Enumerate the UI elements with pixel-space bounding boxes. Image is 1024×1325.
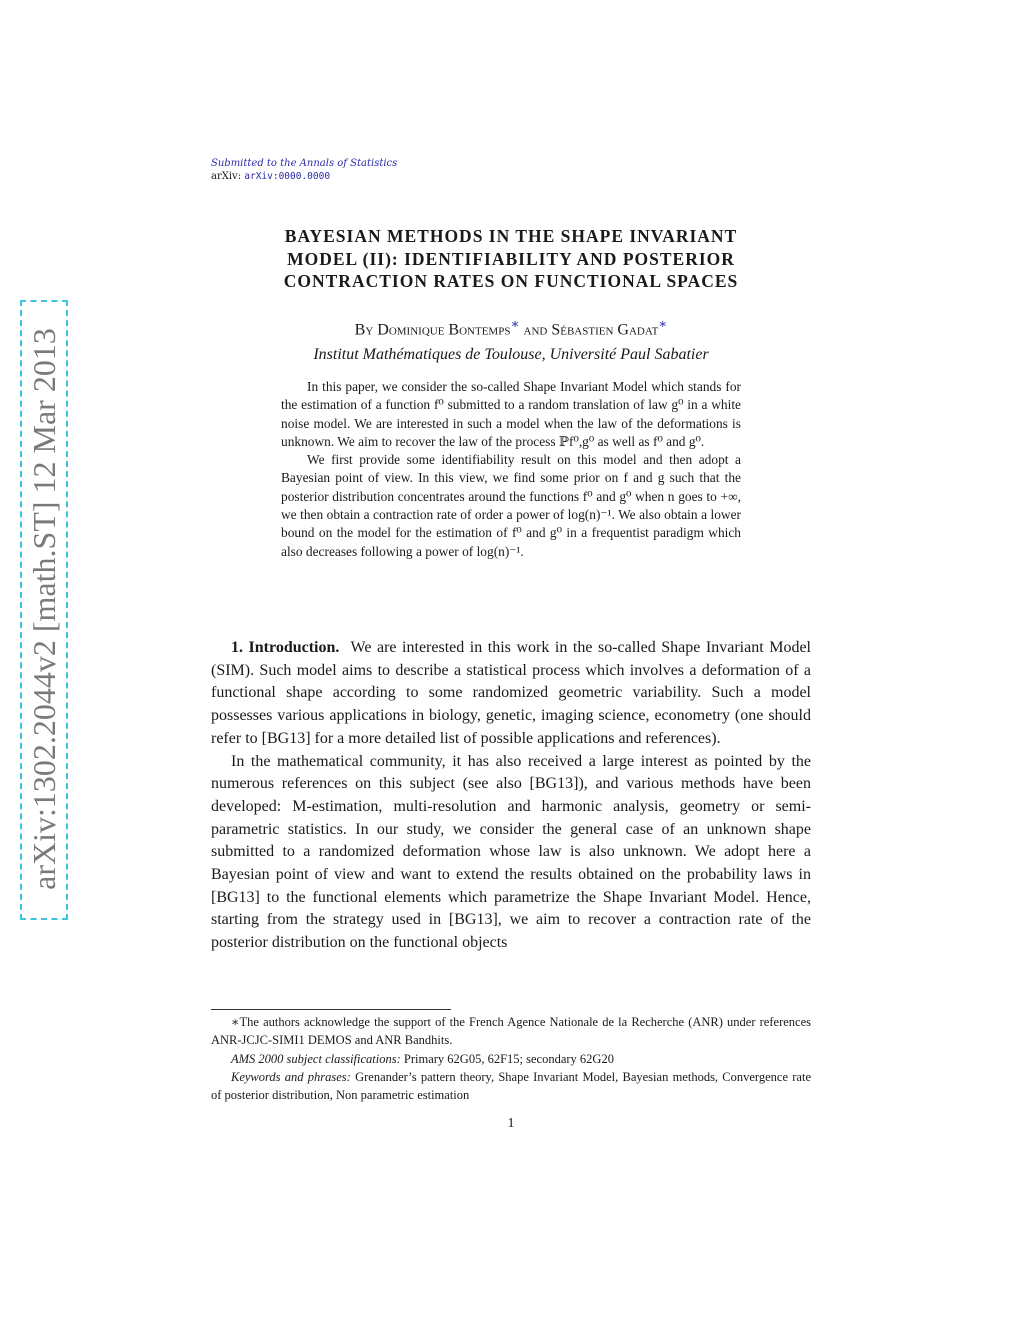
ams-text: Primary 62G05, 62F15; secondary 62G20	[403, 1051, 614, 1066]
title-line: MODEL (II): IDENTIFIABILITY AND POSTERIOR	[287, 248, 735, 269]
introduction-section	[211, 637, 811, 955]
arxiv-line	[211, 170, 397, 183]
paper-title	[211, 225, 811, 293]
keywords	[211, 1068, 811, 1105]
footnote-rule	[211, 1009, 451, 1010]
affiliation: Institut Mathématiques de Toulouse, Université Paul Sabatier	[313, 346, 709, 363]
page-number: 1	[507, 1116, 515, 1131]
funding-footnote: ∗The authors acknowledge the support of the French Agence Nationale de la Recherche (ANR) under references ANR-JCJC-SIMI1 DEMOS and ANR Bandhits.	[211, 1015, 811, 1048]
author-line	[211, 314, 811, 340]
arxiv-stamp[interactable]: arXiv:1302.2044v2 [math.ST] 12 Mar 2013	[26, 328, 62, 890]
section-heading: 1. Introduction.	[231, 639, 340, 656]
intro-text: We are interested in this work in the so-called Shape Invariant Model (SIM). Such model aims to describe a statistical process which involves a deformation of a functional shape according to some randomized geometric variability. Such a model possesses various applications in biology, genetic, imaging science, econometry (one should refer to [BG13] for a more detailed list of possible applications and references).	[211, 639, 812, 747]
intro-paragraph	[211, 637, 811, 751]
abstract-paragraph: In this paper, we consider the so-called Shape Invariant Model which stands for the estimation of a function f⁰ submitted to a random translation of law g⁰ in a white noise model. We are interested in such a model when the law of the deformations is unknown. We aim to recover the law of the process ℙf⁰,g⁰ as well as f⁰ and g⁰.	[281, 379, 741, 449]
keywords-label: Keywords and phrases:	[231, 1069, 351, 1084]
keywords-text: Grenander’s pattern theory, Shape Invariant Model, Bayesian methods, Convergence rate of posterior distribution, Non parametric estimation	[211, 1069, 811, 1103]
footnote-mark[interactable]: ∗	[658, 316, 668, 331]
title-line: BAYESIAN METHODS IN THE SHAPE INVARIANT	[284, 226, 738, 246]
abstract	[281, 378, 741, 561]
abstract-paragraph: We first provide some identifiability result on this model and then adopt a Bayesian point of view. In this view, we find some prior on f and g such that the posterior distribution concentrates around the functions f⁰ and g⁰ when n goes to +∞, we then obtain a contraction rate of order a power of log(n)⁻¹. We also obtain a lower bound on the model for the estimation of f⁰ and g⁰ in a frequentist paradigm which also decreases following a power of log(n)⁻¹.	[281, 452, 741, 559]
footnotes	[211, 1013, 811, 1104]
and-label: and	[523, 321, 548, 339]
title-line: CONTRACTION RATES ON FUNCTIONAL SPACES	[283, 271, 739, 291]
arxiv-label: arXiv:	[211, 171, 242, 182]
paper-header	[211, 157, 397, 183]
arxiv-id-link[interactable]: arXiv:0000.0000	[244, 171, 331, 182]
author-name: Sébastien Gadat	[551, 321, 659, 339]
ams-label: AMS 2000 subject classifications:	[231, 1051, 401, 1066]
intro-paragraph: In the mathematical community, it has also received a large interest as pointed by the numerous references on this subject (see also [BG13]), and various methods have been developed: M-estimation, multi-resolution and harmonic analysis, geometry or semi-parametric statistics. In our study, we consider the general case of an unknown shape submitted to a randomized deformation whose law is also unknown. We adopt here a Bayesian point of view and want to extend the results obtained on the probability laws in [BG13] to the functional elements which parametrize the Shape Invariant Model. Hence, starting from the strategy used in [BG13], we aim to recover a contraction rate of the posterior distribution on the functional objects	[211, 752, 811, 952]
author-name: Dominique Bontemps	[377, 321, 511, 339]
footnote-mark[interactable]: ∗	[510, 316, 520, 331]
journal-link[interactable]: Submitted to the Annals of Statistics	[211, 158, 398, 169]
by-label: By	[354, 321, 374, 339]
ams-classification	[211, 1050, 811, 1068]
